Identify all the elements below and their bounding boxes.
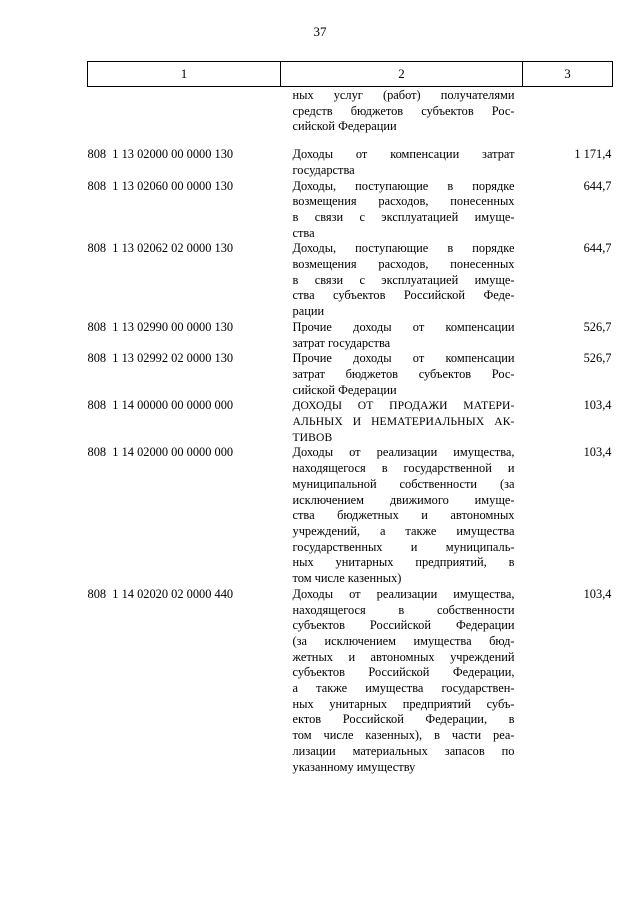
description-line: затрат государства (292, 335, 391, 350)
revenue-description (281, 147, 523, 178)
description-line: возмещения расходов, понесенных (292, 257, 515, 272)
description-line: том числе казенных) (292, 571, 402, 586)
column-header-3: 3 (523, 62, 613, 87)
description-line: ства субъектов Российской Феде- (292, 288, 515, 303)
budget-code: 808 1 14 02000 00 0000 000 (87, 445, 234, 460)
amount-value (523, 87, 613, 148)
table-row (88, 147, 613, 178)
table-header-row (88, 62, 613, 87)
revenue-description (281, 241, 523, 320)
revenue-description (281, 445, 523, 586)
description-line: ства бюджетных и автономных (292, 508, 515, 523)
amount-value: 526,7 (583, 319, 612, 334)
budget-code: 808 1 13 02990 00 0000 130 (87, 319, 234, 334)
revenue-description (281, 87, 523, 148)
description-line: ных услуг (работ) получателями (292, 88, 515, 102)
amount-value: 1 171,4 (574, 147, 612, 162)
amount-value: 103,4 (583, 398, 612, 413)
description-line: учреждений, а также имущества (292, 523, 515, 538)
budget-code: 808 1 13 02062 02 0000 130 (87, 241, 234, 256)
description-line: Доходы от компенсации затрат (292, 147, 515, 162)
description-line: Доходы, поступающие в порядке (292, 178, 515, 193)
revenue-description (281, 179, 523, 242)
table-row (88, 587, 613, 775)
description-line: Прочие доходы от компенсации (292, 351, 515, 366)
amount-value: 526,7 (583, 351, 612, 366)
description-line: ектов Российской Федерации, в (292, 712, 515, 727)
description-line: в связи с эксплуатацией имуще- (292, 209, 515, 224)
description-line: а также имущества государствен- (292, 681, 515, 696)
table-row (88, 241, 613, 320)
revenue-description (281, 320, 523, 351)
description-line: затрат бюджетов субъектов Рос- (292, 366, 515, 381)
description-line: том числе казенных), в части реа- (292, 728, 515, 743)
description-line: ных унитарных предприятий, в (292, 555, 515, 570)
description-line: муниципальной собственности (за (292, 476, 515, 491)
description-line: находящегося в собственности (292, 602, 515, 617)
amount-value: 103,4 (583, 445, 612, 460)
page-number: 37 (313, 24, 327, 39)
description-line: сийской Федерации (292, 119, 397, 134)
budget-code: 808 1 14 02020 02 0000 440 (87, 586, 234, 601)
budget-code: 808 1 14 00000 00 0000 000 (87, 398, 234, 413)
description-line: АЛЬНЫХ И НЕМАТЕРИАЛЬНЫХ АК- (292, 415, 515, 429)
budget-code (88, 87, 281, 148)
description-line: ДОХОДЫ ОТ ПРОДАЖИ МАТЕРИ- (292, 399, 515, 413)
budget-code: 808 1 13 02000 00 0000 130 (87, 147, 234, 162)
column-header-2: 2 (281, 62, 523, 87)
description-line: возмещения расходов, понесенных (292, 194, 515, 209)
description-line: субъектов Российской Федерации (292, 618, 515, 633)
amount-value: 103,4 (583, 586, 612, 601)
revenue-description (281, 351, 523, 398)
table-row (88, 398, 613, 445)
description-line: исключением движимого имуще- (292, 492, 515, 507)
description-line: государственных и муниципаль- (292, 539, 515, 554)
description-line: находящегося в государственной и (292, 461, 515, 476)
description-line: ТИВОВ (292, 430, 333, 444)
description-line: (за исключением имущества бюд- (292, 633, 515, 648)
description-line: сийской Федерации (292, 382, 397, 397)
table-row (88, 351, 613, 398)
description-line: средств бюджетов субъектов Рос- (292, 103, 515, 118)
description-line: Доходы от реализации имущества, (292, 445, 515, 460)
description-line: ства (292, 225, 315, 240)
description-line: в связи с эксплуатацией имуще- (292, 272, 515, 287)
description-line: Доходы, поступающие в порядке (292, 241, 515, 256)
description-line: жетных и автономных учреждений (292, 649, 515, 664)
description-line: лизации материальных запасов по (292, 743, 515, 758)
revenue-description (281, 587, 523, 775)
description-line: Прочие доходы от компенсации (292, 319, 515, 334)
description-line: рации (292, 304, 325, 319)
revenue-table (87, 61, 613, 775)
amount-value: 644,7 (583, 241, 612, 256)
description-line: государства (292, 162, 355, 177)
table-row (88, 87, 613, 148)
table-row (88, 179, 613, 242)
table-row (88, 320, 613, 351)
description-line: ных унитарных предприятий субъ- (292, 696, 515, 711)
amount-value: 644,7 (583, 178, 612, 193)
description-line: субъектов Российской Федерации, (292, 665, 515, 680)
description-line: указанному имуществу (292, 759, 416, 774)
budget-code: 808 1 13 02992 02 0000 130 (87, 351, 234, 366)
column-header-1: 1 (88, 62, 281, 87)
description-line: Доходы от реализации имущества, (292, 586, 515, 601)
budget-code: 808 1 13 02060 00 0000 130 (87, 178, 234, 193)
revenue-description (281, 398, 523, 445)
table-row (88, 445, 613, 586)
